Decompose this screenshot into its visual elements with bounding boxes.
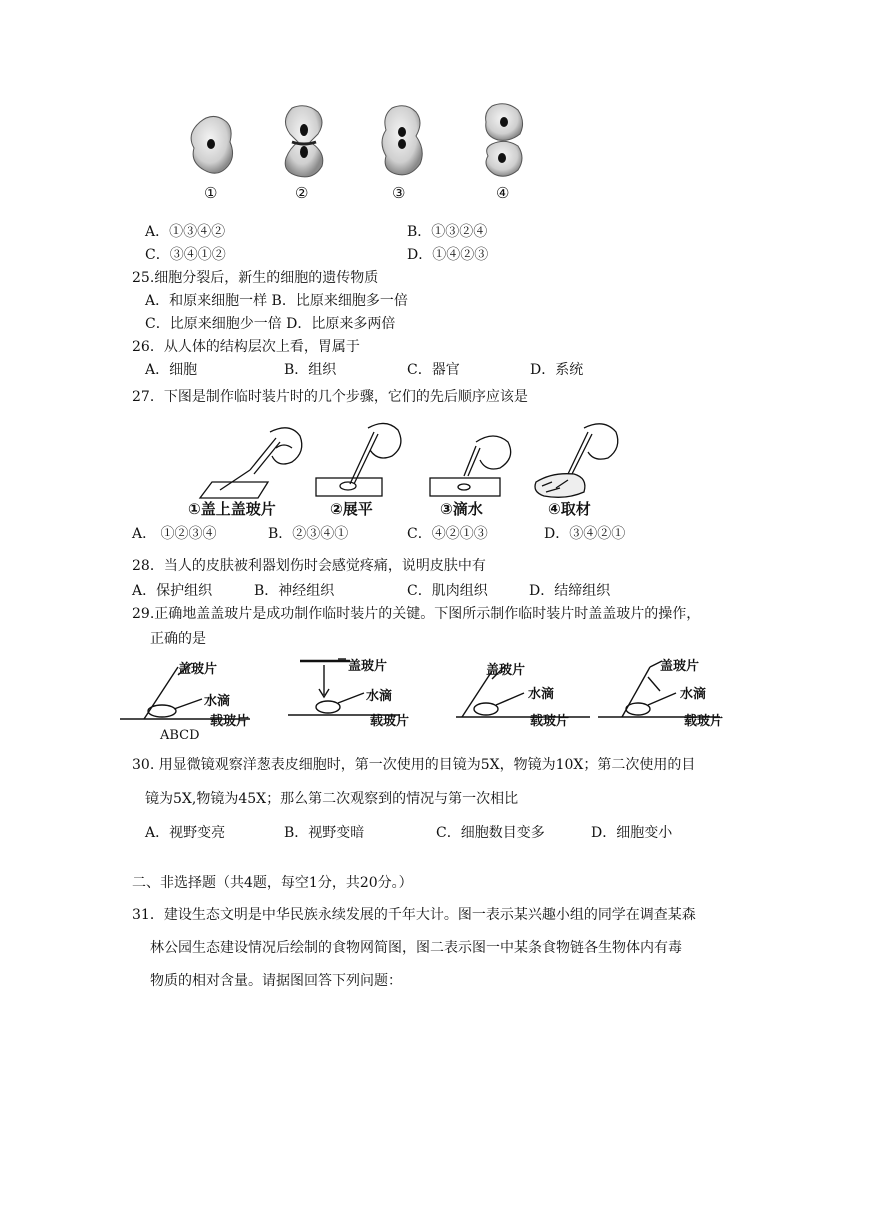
- q26-option-b: B．组织: [284, 362, 337, 378]
- q31-line3: 物质的相对含量。请据图回答下列问题：: [150, 973, 402, 989]
- q29-answer-row: ABCD: [160, 728, 200, 743]
- q29-stem-line1: 29.正确地盖盖玻片是成功制作临时装片的关键。下图所示制作临时装片时盖盖玻片的操作，: [132, 606, 701, 622]
- q28-option-a: A．保护组织: [132, 583, 213, 599]
- q27-option-a: A． ①②③④: [132, 526, 217, 542]
- step-label-2: ②展平: [330, 500, 373, 518]
- q28-option-b: B．神经组织: [254, 583, 335, 599]
- q30-stem-line1: 30. 用显微镜观察洋葱表皮细胞时，第一次使用的目镜为5X，物镜为10X；第二次使用的目: [132, 757, 696, 773]
- cell-4: [486, 104, 523, 177]
- q30-option-c: C．细胞数目变多: [436, 825, 545, 841]
- step-label-3: ③滴水: [440, 500, 483, 518]
- q28-option-c: C．肌肉组织: [407, 583, 488, 599]
- label-slide-c: 载玻片: [530, 714, 570, 729]
- label-slide-b: 载玻片: [370, 714, 410, 729]
- q31-line1: 31．建设生态文明是中华民族永续发展的千年大计。图一表示某兴趣小组的同学在调查某森: [132, 907, 696, 923]
- q30-stem-line2: 镜为5X,物镜为45X；那么第二次观察到的情况与第一次相比: [145, 791, 519, 807]
- q27-option-b: B．②③④①: [268, 526, 349, 542]
- cell-label-3: ③: [392, 184, 406, 202]
- slide-steps-figure: [180, 412, 640, 520]
- cell-1: [191, 116, 232, 173]
- step-4-drawing: [535, 424, 618, 498]
- label-cover-b: 盖玻片: [348, 659, 388, 674]
- step-2-drawing: [316, 423, 401, 496]
- step-3-drawing: [430, 436, 511, 496]
- q24-option-d: D．①④②③: [407, 247, 489, 263]
- q27-stem: 27．下图是制作临时装片时的几个步骤，它们的先后顺序应该是: [132, 389, 528, 405]
- q30-option-d: D．细胞变小: [591, 825, 673, 841]
- q26-option-d: D．系统: [530, 362, 584, 378]
- label-water-d: 水滴: [680, 687, 707, 702]
- q27-option-d: D．③④②①: [544, 526, 626, 542]
- step-label-4: ④取材: [548, 500, 591, 518]
- label-cover-d: 盖玻片: [660, 659, 700, 674]
- cell-label-4: ④: [496, 184, 510, 202]
- q28-option-d: D．结缔组织: [529, 583, 611, 599]
- q30-option-b: B．视野变暗: [284, 825, 365, 841]
- cover-glass-figure: [120, 655, 740, 729]
- q26-stem: 26．从人体的结构层次上看，胃属于: [132, 339, 360, 355]
- q25-options-line1: A．和原来细胞一样 B．比原来细胞多一倍: [145, 293, 408, 309]
- q25-options-line2: C．比原来细胞少一倍 D．比原来多两倍: [145, 316, 396, 332]
- q29-stem-line2: 正确的是: [150, 631, 206, 647]
- cell-3: [382, 106, 422, 175]
- label-water-c: 水滴: [528, 687, 555, 702]
- label-water-a: 水滴: [204, 694, 231, 709]
- label-cover-a: 盖玻片: [178, 662, 218, 677]
- q24-option-b: B．①③②④: [407, 224, 488, 240]
- q28-stem: 28．当人的皮肤被利器划伤时会感觉疼痛，说明皮肤中有: [132, 558, 486, 574]
- cell-division-illustration: [180, 100, 540, 208]
- label-slide-a: 载玻片: [210, 714, 250, 729]
- step-1-drawing: [200, 428, 302, 498]
- q31-line2: 林公园生态建设情况后绘制的食物网简图，图二表示图一中某条食物链各生物体内有毒: [150, 940, 682, 956]
- cell-label-1: ①: [204, 184, 218, 202]
- q24-option-c: C．③④①②: [145, 247, 226, 263]
- step-label-1: ①盖上盖玻片: [188, 500, 276, 518]
- q26-option-a: A．细胞: [145, 362, 198, 378]
- q30-option-a: A．视野变亮: [145, 825, 226, 841]
- cell-2: [285, 106, 323, 177]
- label-cover-c: 盖玻片: [486, 663, 526, 678]
- label-slide-d: 载玻片: [684, 714, 724, 729]
- q27-option-c: C．④②①③: [407, 526, 488, 542]
- slide-steps-illustration: [180, 412, 640, 502]
- cell-label-2: ②: [295, 184, 309, 202]
- q25-stem: 25.细胞分裂后，新生的细胞的遗传物质: [132, 270, 379, 286]
- cell-division-figure: [180, 100, 540, 208]
- label-water-b: 水滴: [366, 689, 393, 704]
- q26-option-c: C．器官: [407, 362, 460, 378]
- section-2-heading: 二、非选择题（共4题，每空1分，共20分。）: [132, 875, 413, 891]
- q24-option-a: A．①③④②: [145, 224, 226, 240]
